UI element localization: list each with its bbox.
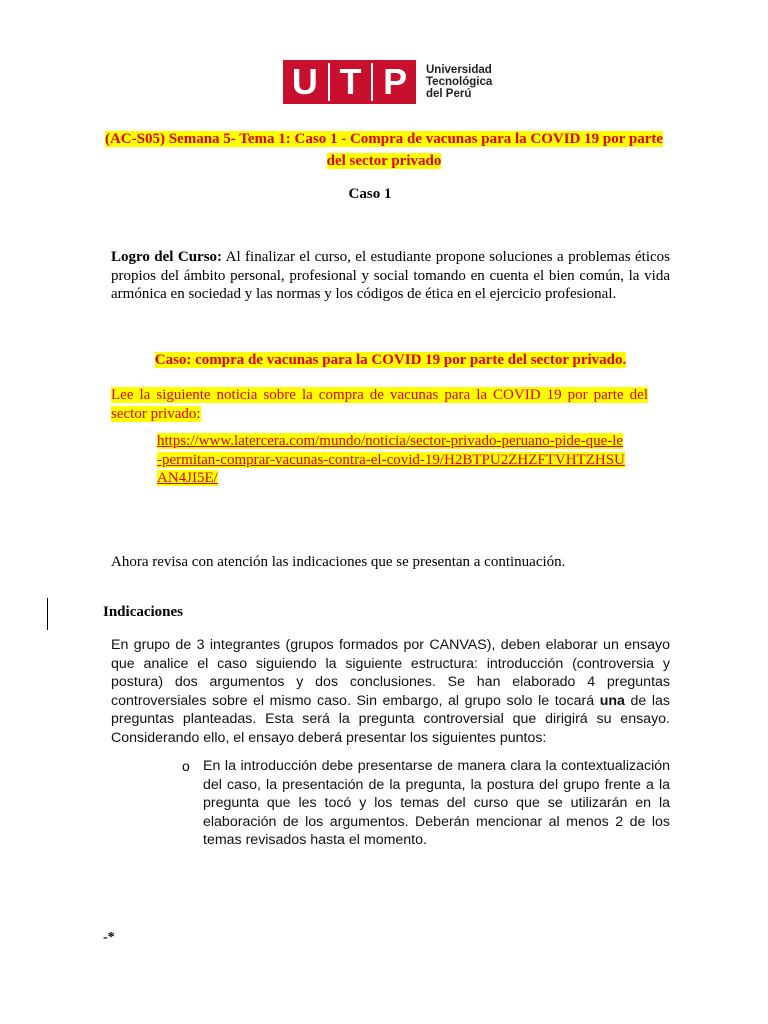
- logo-letter-t: T: [339, 61, 362, 102]
- text-cursor: [47, 598, 48, 630]
- utp-logo: [283, 60, 492, 104]
- logo-letter-u: U: [291, 61, 318, 102]
- course-goal-text: Al finalizar el curso, el estudiante propone soluciones a problemas éticos propios del ámbito personal, profesional y social tomando en cuenta el bien común, la vida armónica en sociedad y las normas y los códigos de ética en el ejercicio profesional.: [111, 249, 670, 302]
- title-text: (AC-S05) Semana 5- Tema 1: Caso 1 - Compra de vacunas para la COVID 19 por parte del sector privado: [104, 131, 664, 169]
- read-instruction-text: Lee la siguiente noticia sobre la compra de vacunas para la COVID 19 por parte del sector privado:: [111, 387, 648, 422]
- indicaciones-paragraph: [111, 636, 670, 747]
- read-instruction: [111, 386, 648, 423]
- indicaciones-text-before: En grupo de 3 integrantes (grupos formados por CANVAS), deben elaborar un ensayo que analice el caso siguiendo la siguiente estructura: introducción (controversia y postura) dos argumentos y dos conclusiones. Se han elaborado 4 preguntas controversiales sobre el mismo caso. Sin embargo, al grupo solo le tocará: [111, 637, 670, 709]
- indicaciones-heading: Indicaciones: [103, 604, 184, 620]
- news-link-text[interactable]: https://www.latercera.com/mundo/noticia/sector-privado-peruano-pide-que-le-permitan-comprar-vacunas-contra-el-covid-19/H2BTPU2ZHZFTVHTZHSUAN4JI5E/: [157, 433, 625, 486]
- review-instruction: Ahora revisa con atención las indicaciones que se presentan a continuación.: [111, 554, 566, 570]
- course-goal-label: Logro del Curso:: [111, 249, 223, 265]
- document-title: [100, 128, 668, 172]
- news-link[interactable]: [157, 432, 627, 488]
- logo-separator: [371, 63, 373, 101]
- course-goal-paragraph: [111, 248, 670, 304]
- bullet-marker: o: [182, 758, 190, 774]
- case-heading: [111, 352, 670, 369]
- footer-mark: -*: [103, 930, 115, 945]
- logo-line-2: Tecnológica: [426, 76, 493, 88]
- indicaciones-text-after: de las preguntas planteadas. Esta será la pregunta controversial que dirigirá su ensayo. Considerando ello, el ensayo deberá presentar los siguientes puntos:: [111, 692, 670, 746]
- utp-logo-box: [283, 60, 416, 104]
- logo-line-1: Universidad: [426, 64, 492, 76]
- logo-letter-p: P: [383, 61, 408, 102]
- logo-line-3: del Perú: [426, 88, 472, 100]
- bullet-text: En la introducción debe presentarse de manera clara la contextualización del caso, la presentación de la pregunta, la postura del grupo frente a la pregunta que les tocó y los temas del curso que se utilizarán en la elaboración de los argumentos. Deberán mencionar al menos 2 de los temas revisados hasta el momento.: [203, 758, 670, 848]
- case-heading-text: Caso: compra de vacunas para la COVID 19 por parte del sector privado.: [154, 352, 627, 368]
- logo-wordmark: [426, 64, 492, 100]
- case-label: Caso 1: [348, 186, 392, 202]
- indicaciones-text-bold: una: [599, 692, 625, 709]
- logo-separator: [328, 63, 330, 101]
